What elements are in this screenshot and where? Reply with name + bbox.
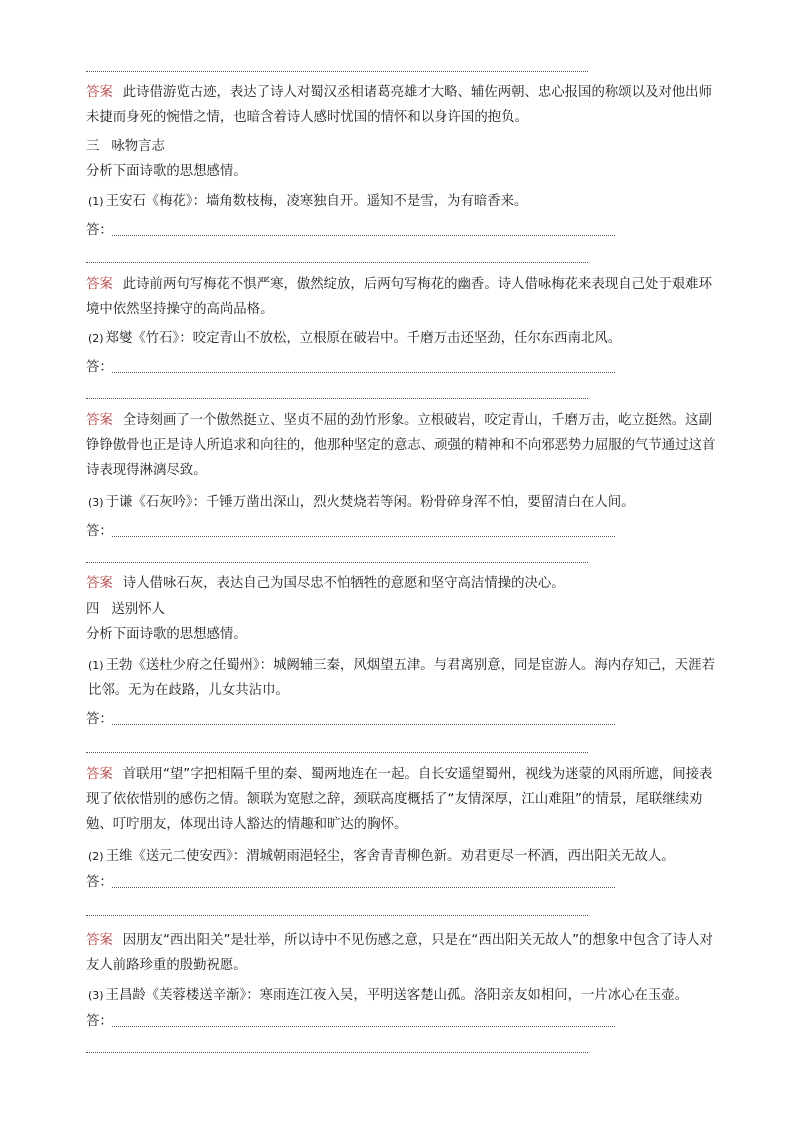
answer-label: 答案 (86, 277, 113, 292)
answer-text: 全诗刻画了一个傲然挺立、坚贞不屈的劲竹形象。立根破岩，咬定青山，千磨万击，屹立挺然。这副铮铮傲骨也正是诗人所追求和向往的，他那种坚定的意志、顽强的精神和不向邪恶势力屈服的气节通过这首诗表现得淋漓尽致。 (86, 413, 716, 478)
answer-line (112, 372, 615, 373)
answer-paragraph (86, 571, 716, 596)
item-marker: (1) (88, 195, 104, 208)
question-item (88, 844, 718, 869)
answer-prefix: 答： (86, 712, 113, 727)
answer-line (86, 915, 588, 916)
answer-line (86, 71, 588, 72)
answer-label: 答案 (86, 413, 113, 428)
answer-text: 此诗前两句写梅花不惧严寒，傲然绽放，后两句写梅花的幽香。诗人借咏梅花来表现自己处于艰难环境中依然坚持操守的高尚品格。 (86, 277, 712, 317)
answer-label: 答案 (86, 576, 113, 591)
question-item (88, 189, 718, 214)
answer-prefix: 答： (86, 223, 113, 238)
item-text: 王维《送元二使安西》：渭城朝雨浥轻尘，客舍青青柳色新。劝君更尽一杯酒，西出阳关无故人。 (105, 849, 675, 864)
item-text: 王勃《送杜少府之任蜀州》：城阙辅三秦，风烟望五津。与君离别意，同是宦游人。海内存知己，天涯若比邻。无为在歧路，儿女共沾巾。 (88, 658, 715, 698)
question-item (88, 983, 718, 1008)
answer-prefix: 答： (86, 875, 113, 890)
answer-paragraph (86, 928, 716, 978)
answer-text: 首联用“望”字把相隔千里的秦、蜀两地连在一起。自长安遥望蜀州，视线为迷蒙的风雨所遮，间接表现了依依惜别的感伤之情。颔联为宽慰之辞，颈联高度概括了“友情深厚，江山难阻”的情景，尾联继续劝勉、叮咛朋友，体现出诗人豁达的情趣和旷达的胸怀。 (86, 767, 713, 832)
section-heading (86, 599, 165, 621)
section-number: 四 (86, 602, 100, 617)
answer-paragraph (86, 272, 716, 322)
answer-text: 此诗借游览古迹，表达了诗人对蜀汉丞相诸葛亮雄才大略、辅佐两朝、忠心报国的称颂以及对他出师未捷而身死的惋惜之情，也暗含着诗人感时忧国的情怀和以身许国的抱负。 (86, 85, 712, 125)
section-number: 三 (86, 139, 100, 154)
item-marker: (2) (88, 850, 104, 863)
answer-label: 答案 (86, 933, 113, 948)
item-text: 王安石《梅花》：墙角数枝梅，凌寒独自开。遥知不是雪，为有暗香来。 (105, 194, 528, 209)
answer-line (86, 752, 588, 753)
item-text: 王昌龄《芙蓉楼送辛渐》：寒雨连江夜入吴，平明送客楚山孤。洛阳亲友如相问，一片冰心在玉壶。 (105, 988, 689, 1003)
item-marker: (1) (88, 659, 104, 672)
section-heading (86, 136, 165, 158)
answer-line (112, 235, 615, 236)
answer-line (86, 262, 588, 263)
answer-line (112, 724, 615, 725)
item-marker: (2) (88, 332, 104, 345)
section-title: 送别怀人 (111, 602, 165, 617)
item-marker: (3) (88, 989, 104, 1002)
answer-paragraph (86, 408, 716, 483)
answer-paragraph (86, 762, 716, 837)
answer-prefix: 答： (86, 360, 113, 375)
item-text: 郑燮《竹石》：咬定青山不放松，立根原在破岩中。千磨万击还坚劲，任尔东西南北风。 (105, 331, 622, 346)
answer-paragraph (86, 80, 716, 130)
answer-line (86, 562, 588, 563)
answer-prefix: 答： (86, 524, 113, 539)
answer-text: 因朋友“西出阳关”是壮举，所以诗中不见伤感之意，只是在“西出阳关无故人”的想象中包含了诗人对友人前路珍重的殷勤祝愿。 (86, 933, 713, 973)
item-marker: (3) (88, 496, 104, 509)
question-item (88, 326, 718, 351)
section-instruction: 分析下面诗歌的思想感情。 (86, 164, 247, 179)
answer-line (112, 536, 615, 537)
answer-line (86, 1052, 588, 1053)
section-title: 咏物言志 (111, 139, 165, 154)
answer-text: 诗人借咏石灰，表达自己为国尽忠不怕牺牲的意愿和坚守高洁情操的决心。 (122, 576, 565, 591)
question-item (88, 653, 718, 703)
section-instruction: 分析下面诗歌的思想感情。 (86, 627, 247, 642)
answer-label: 答案 (86, 85, 113, 100)
answer-line (112, 1026, 615, 1027)
question-item (88, 490, 718, 515)
answer-line (86, 398, 588, 399)
answer-prefix: 答： (86, 1014, 113, 1029)
answer-label: 答案 (86, 767, 113, 782)
item-text: 于谦《石灰吟》：千锤万凿出深山，烈火焚烧若等闲。粉骨碎身浑不怕，要留清白在人间。 (105, 495, 635, 510)
answer-line (112, 887, 615, 888)
